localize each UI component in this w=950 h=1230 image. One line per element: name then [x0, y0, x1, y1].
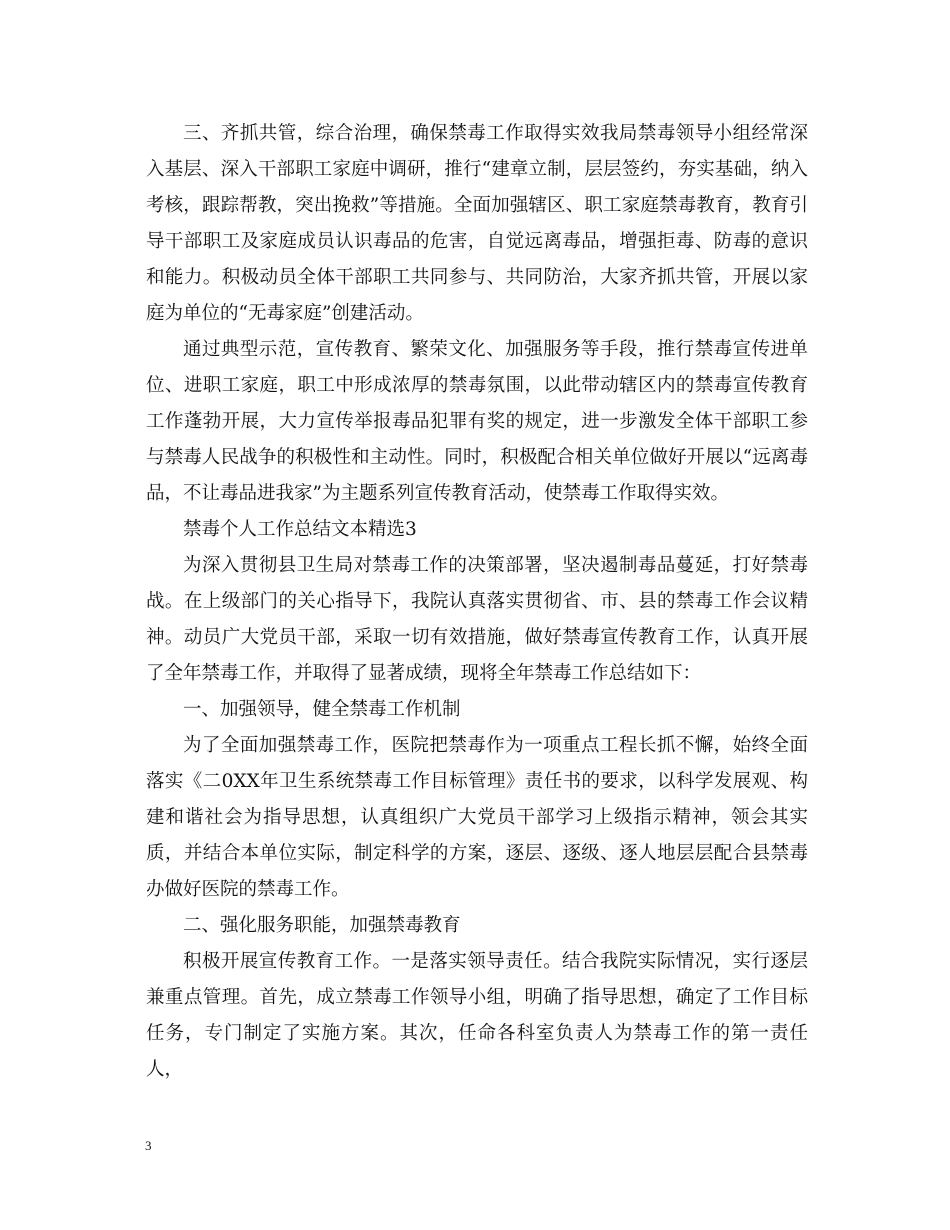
paragraph: 通过典型示范，宣传教育、繁荣文化、加强服务等手段，推行禁毒宣传进单位、进职工家庭，职工中形成浓厚的禁毒氛围，以此带动辖区内的禁毒宣传教育工作蓬勃开展，大力宣传举报毒品犯罪有奖的规定，进一步激发全体干部职工参与禁毒人民战争的积极性和主动性。同时，积极配合相关单位做好开展以“远离毒品，不让毒品进我家”为主题系列宣传教育活动，使禁毒工作取得实效。: [146, 339, 808, 504]
section-heading: 一、加强领导，健全禁毒工作机制: [183, 699, 461, 720]
paragraph: 积极开展宣传教育工作。一是落实领导责任。结合我院实际情况，实行逐层兼重点管理。首先，成立禁毒工作领导小组，明确了指导思想，确定了工作目标任务，专门制定了实施方案。其次，任命各科室负责人为禁毒工作的第一责任人，: [146, 951, 808, 1080]
section-heading: 二、强化服务职能，加强禁毒教育: [183, 915, 461, 936]
paragraph: 为了全面加强禁毒工作，医院把禁毒作为一项重点工程长抓不懈，始终全面落实《二0XX年卫生系统禁毒工作目标管理》责任书的要求，以科学发展观、构建和谐社会为指导思想，认真组织广大党员干部学习上级指示精神，领会其实质，并结合本单位实际，制定科学的方案，逐层、逐级、逐人地层层配合县禁毒办做好医院的禁毒工作。: [146, 735, 808, 900]
paragraph: 为深入贯彻县卫生局对禁毒工作的决策部署，坚决遏制毒品蔓延，打好禁毒战。在上级部门的关心指导下，我院认真落实贯彻省、市、县的禁毒工作会议精神。动员广大党员干部，采取一切有效措施，做好禁毒宣传教育工作，认真开展了全年禁毒工作，并取得了显著成绩，现将全年禁毒工作总结如下：: [146, 555, 808, 684]
section-heading: 禁毒个人工作总结文本精选3: [183, 519, 417, 540]
paragraph: 三、齐抓共管，综合治理，确保禁毒工作取得实效我局禁毒领导小组经常深入基层、深入干部职工家庭中调研，推行“建章立制，层层签约，夯实基础，纳入考核，跟踪帮教，突出挽救”等措施。全面加强辖区、职工家庭禁毒教育，教育引导干部职工及家庭成员认识毒品的危害，自觉远离毒品，增强拒毒、防毒的意识和能力。积极动员全体干部职工共同参与、共同防治，大家齐抓共管，开展以家庭为单位的“无毒家庭”创建活动。: [146, 123, 808, 324]
document-body: [146, 116, 808, 1088]
page-number: 3: [145, 1138, 152, 1153]
